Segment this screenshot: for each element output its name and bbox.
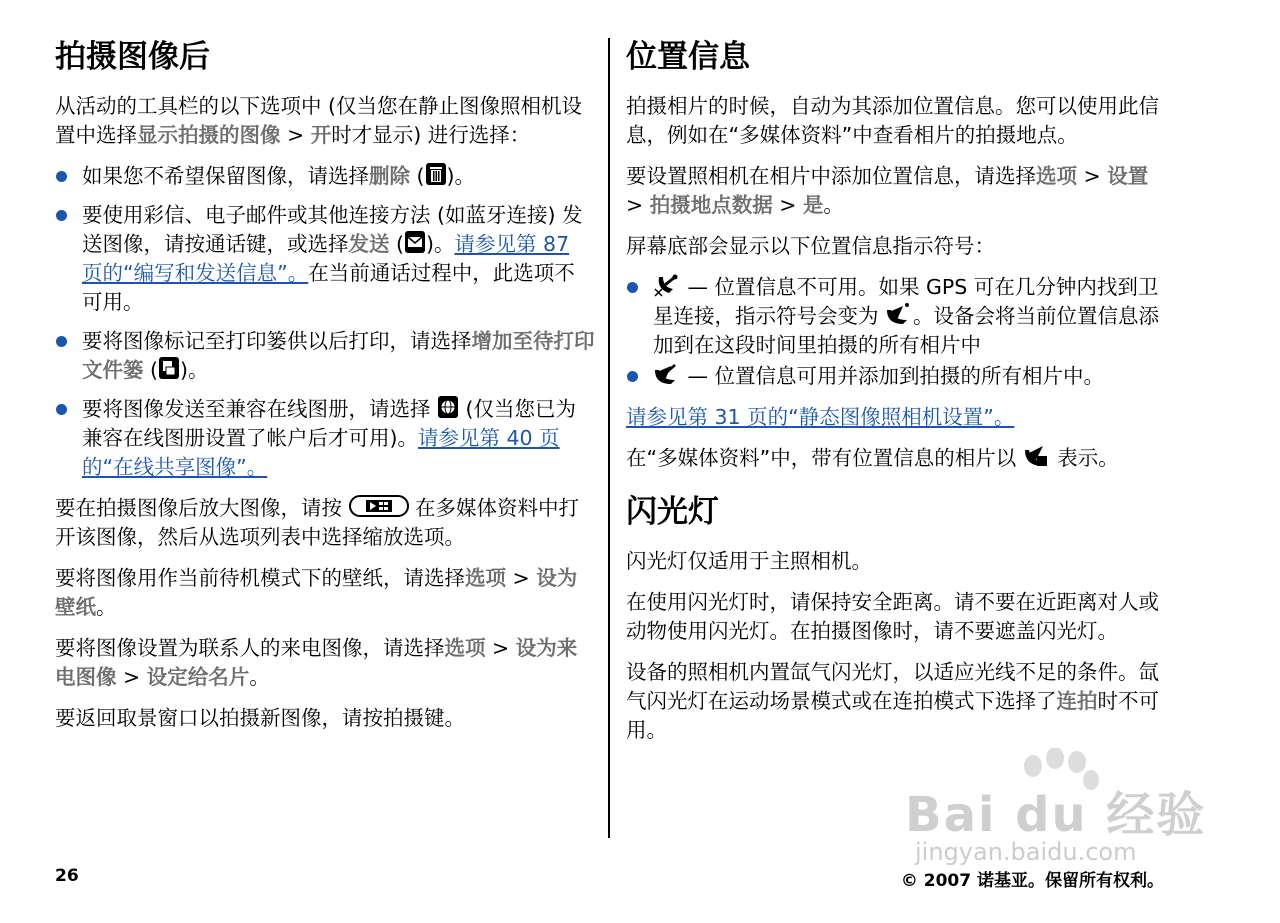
section-heading-location-info: 位置信息	[626, 39, 750, 75]
column-divider	[608, 38, 610, 838]
gallery-location-icon	[1023, 444, 1051, 468]
location-setting-paragraph: 要设置照相机在相片中添加位置信息，请选择选项 > 设置 > 拍摄地点数据 > 是。	[626, 164, 1149, 217]
option-send: 发送	[348, 232, 390, 256]
watermark-url: jingyan.baidu.com	[915, 838, 1137, 866]
option-yes: 是	[802, 193, 824, 217]
camera-settings-link-paragraph	[626, 403, 1166, 432]
return-viewfinder-paragraph: 要返回取景窗口以拍摄新图像，请按拍摄键。	[55, 706, 465, 730]
envelope-icon	[404, 230, 426, 254]
location-searching-icon	[885, 302, 913, 326]
bullet-icon	[627, 371, 638, 382]
watermark-brand: Bai du 经验	[905, 787, 1207, 843]
option-options: 选项	[444, 636, 486, 660]
bullet-icon	[627, 282, 638, 293]
wallpaper-paragraph: 要将图像用作当前待机模式下的壁纸，请选择选项 > 设为壁纸。	[55, 566, 578, 619]
link-page-87[interactable]: 请参见第 87 页的“编写和发送信息”。	[82, 232, 570, 285]
option-options: 选项	[465, 566, 506, 590]
location-unavailable-icon	[653, 273, 681, 297]
zoom-paragraph: 要在拍摄图像后放大图像，请按 在多媒体资料中打开该图像，然后从选项列表中选择缩放选项。	[55, 496, 580, 549]
option-add-to-print-basket: 增加至待打印文件篓	[82, 329, 595, 382]
link-page-31[interactable]: 请参见第 31 页的“静态图像照相机设置”。	[626, 405, 1015, 429]
option-options: 选项	[1036, 164, 1077, 188]
option-record-location: 拍摄地点数据	[649, 193, 773, 217]
intro-paragraph: 从活动的工具栏的以下选项中 (仅当您在静止图像照相机设置中选择显示拍摄的图像 > 开时才显示) 进行选择：	[55, 94, 583, 147]
link-page-40[interactable]: 请参见第 40 页的“在线共享图像”。	[82, 426, 560, 479]
bullet-icon	[56, 404, 67, 415]
list-item-online-share: 要将图像发送至兼容在线图册，请选择 (仅当您已为兼容在线图册设置了帐户后才可用)。请参见第 40 页的“在线共享图像”。	[55, 395, 595, 482]
xenon-flash-paragraph: 设备的照相机内置氙气闪光灯，以适应光线不足的条件。氙气闪光灯在运动场景模式或在连拍模式下选择了连拍时不可用。	[626, 660, 1159, 742]
call-image-paragraph: 要将图像设置为联系人的来电图像，请选择选项 > 设为来电图像 > 设定给名片。	[55, 636, 578, 689]
list-item-send: 要使用彩信、电子邮件或其他连接方法 (如蓝牙连接) 发送图像，请按通话键，或选择发送 ( )。请参见第 87 页的“编写和发送信息”。在当前通话过程中，此选项不可用。	[55, 201, 595, 317]
flash-safety-paragraph: 在使用闪光灯时，请保持安全距离。请不要在近距离对人或动物使用闪光灯。在拍摄图像时，请不要遮盖闪光灯。	[626, 590, 1159, 643]
bullet-icon	[56, 336, 67, 347]
bullet-icon	[56, 171, 67, 182]
option-delete: 删除	[369, 164, 410, 188]
bullet-icon	[56, 210, 67, 221]
toolbar-options-list	[55, 162, 595, 482]
option-set-as-wallpaper: 设为壁纸	[55, 566, 578, 619]
list-item-location-available: — 位置信息可用并添加到拍摄的所有相片中。	[626, 362, 1166, 391]
location-available-icon	[653, 362, 681, 386]
indicator-intro-paragraph: 屏幕底部会显示以下位置信息指示符号：	[626, 234, 995, 258]
gallery-key-icon	[349, 494, 409, 518]
gallery-location-paragraph: 在“多媒体资料”中，带有位置信息的相片以 表示。	[626, 446, 1119, 470]
page-number: 26	[55, 866, 79, 886]
trash-icon	[425, 162, 447, 186]
list-item-delete: 如果您不希望保留图像，请选择删除 ( )。	[55, 162, 595, 191]
copyright: © 2007 诺基亚。保留所有权利。	[900, 871, 1164, 891]
option-on: 开	[310, 123, 332, 147]
flash-main-camera-paragraph: 闪光灯仅适用于主照相机。	[626, 549, 872, 573]
section-heading-after-capture: 拍摄图像后	[55, 39, 210, 75]
option-show-captured: 显示拍摄的图像	[137, 123, 281, 147]
right-column	[626, 36, 1166, 757]
online-share-icon	[437, 395, 459, 419]
list-item-print: 要将图像标记至打印篓供以后打印，请选择增加至待打印文件篓 ( )。	[55, 327, 595, 385]
left-column	[55, 36, 595, 745]
location-intro-paragraph: 拍摄相片的时候，自动为其添加位置信息。您可以使用此信息，例如在“多媒体资料”中查看相片的拍摄地点。	[626, 94, 1159, 147]
indicator-list	[626, 273, 1166, 391]
option-sequence: 连拍	[1056, 689, 1098, 713]
list-item-location-unavailable: — 位置信息不可用。如果 GPS 可在几分钟内找到卫星连接，指示符号会变为 。设备会将当前位置信息添加到在这段时间里拍摄的所有相片中	[626, 273, 1166, 360]
option-assign-to-contact: 设定给名片	[146, 665, 250, 689]
print-basket-icon	[158, 356, 180, 380]
option-settings: 设置	[1107, 164, 1149, 188]
section-heading-flash: 闪光灯	[626, 494, 719, 530]
baidu-watermark	[905, 748, 1215, 868]
option-set-as-call-image: 设为来电图像	[55, 636, 578, 689]
